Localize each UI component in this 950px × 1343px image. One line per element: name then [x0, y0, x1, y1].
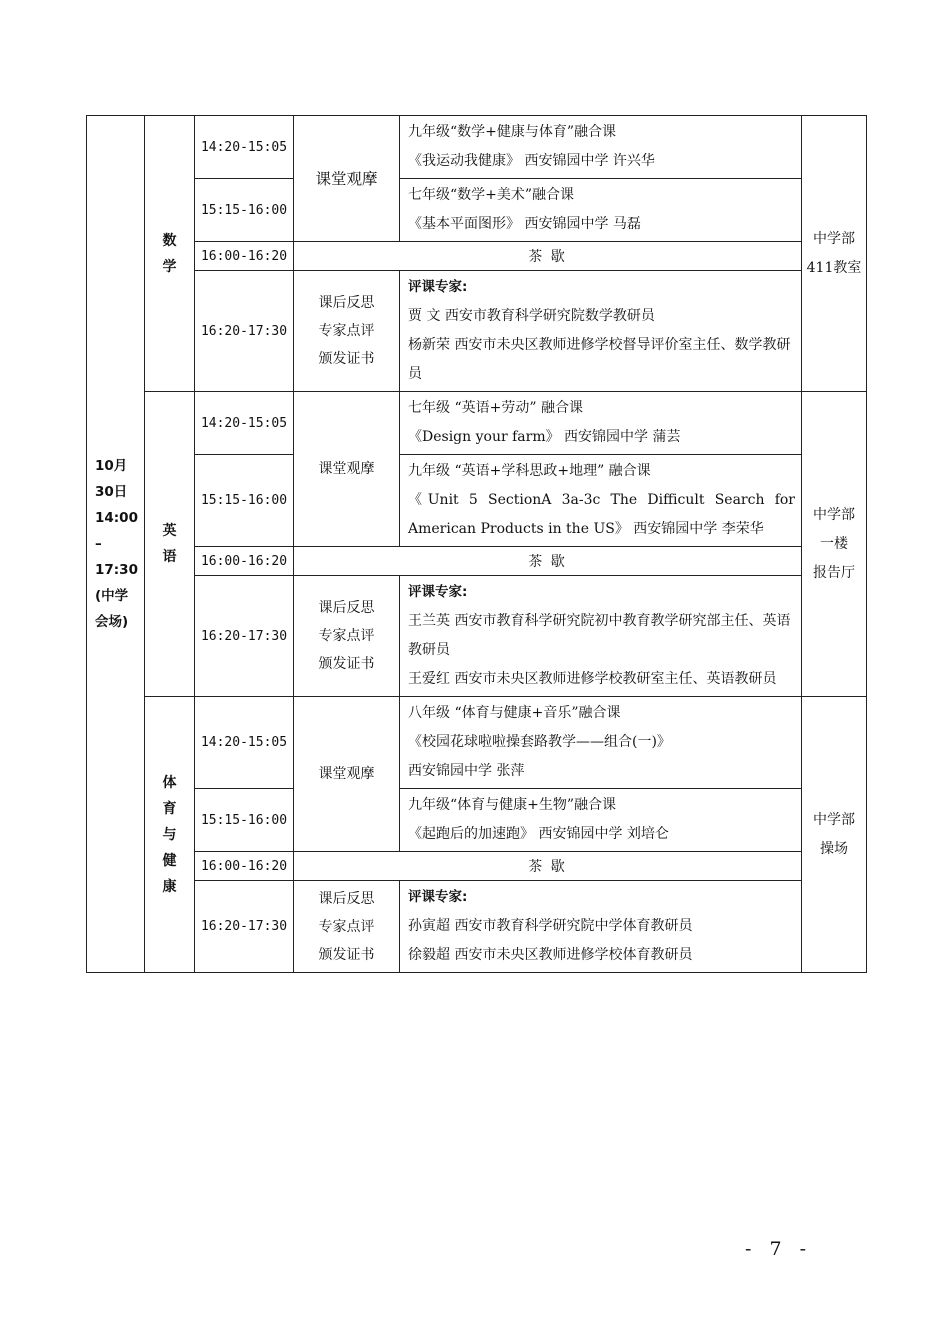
session-time: 15:15-16:00 [195, 455, 294, 547]
break-time: 16:00-16:20 [195, 852, 294, 881]
subject-char: 体 [162, 774, 177, 791]
session-line: 《我运动我健康》 西安锦园中学 许兴华 [408, 153, 655, 169]
review-title: 评课专家: [408, 889, 468, 905]
review-activity-line: 专家点评 [318, 628, 375, 644]
date-dash: – [95, 536, 102, 552]
session-line: 七年级 “英语+劳动” 融合课 [408, 400, 583, 416]
session-line: 八年级 “体育与健康+音乐”融合课 [408, 705, 621, 721]
review-activity-line: 颁发证书 [318, 656, 375, 672]
subject-char: 健 [162, 852, 177, 869]
review-activity-line: 颁发证书 [318, 351, 375, 367]
review-line: 贾 文 西安市教育科学研究院数学教研员 [408, 308, 655, 324]
break-time: 16:00-16:20 [195, 547, 294, 576]
venue-cell [802, 392, 867, 697]
session-time: 15:15-16:00 [195, 789, 294, 852]
date-end: 17:30 [95, 562, 138, 578]
session-line: 九年级 “英语+学科思政+地理” 融合课 [408, 463, 651, 479]
session-content [400, 116, 802, 179]
session-line: 《起跑后的加速跑》 西安锦园中学 刘培仑 [408, 826, 669, 842]
session-line: 九年级“体育与健康+生物”融合课 [408, 797, 617, 813]
venue-line: 中学部 [813, 506, 855, 523]
review-title: 评课专家: [408, 584, 468, 600]
venue-line: 一楼 [820, 535, 848, 552]
review-title: 评课专家: [408, 279, 468, 295]
session-line: 《校园花球啦啦操套路教学——组合(一)》 [408, 734, 671, 750]
date-venue-open: (中学 [95, 588, 129, 604]
session-line: 《Design your farm》 西安锦园中学 蒲芸 [408, 429, 681, 445]
session-line: 九年级“数学+健康与体育”融合课 [408, 124, 617, 140]
subject-pe [145, 697, 195, 973]
activity-observe: 课堂观摩 [294, 116, 400, 242]
review-activity [294, 881, 400, 973]
review-time: 16:20-17:30 [195, 881, 294, 973]
subject-math [145, 116, 195, 392]
tea-break: 茶 歇 [294, 852, 802, 881]
subject-char: 育 [162, 800, 177, 817]
session-line: 西安锦园中学 张萍 [408, 763, 525, 779]
venue-cell [802, 116, 867, 392]
subject-char: 语 [162, 549, 177, 565]
subject-english [145, 392, 195, 697]
date-cell [87, 116, 145, 973]
session-time: 15:15-16:00 [195, 179, 294, 242]
session-content [400, 455, 802, 547]
date-start: 14:00 [95, 510, 138, 526]
session-content [400, 392, 802, 455]
session-time: 14:20-15:05 [195, 697, 294, 789]
break-time: 16:00-16:20 [195, 242, 294, 271]
review-time: 16:20-17:30 [195, 576, 294, 697]
date-venue-close: 会场) [95, 614, 129, 630]
schedule-table [86, 115, 867, 973]
subject-char: 英 [162, 523, 177, 539]
session-content [400, 789, 802, 852]
review-activity [294, 576, 400, 697]
review-line: 王兰英 西安市教育科学研究院初中教育教学研究部主任、英语教研员 [408, 613, 791, 658]
review-activity-line: 颁发证书 [318, 946, 375, 963]
activity-observe: 课堂观摩 [294, 697, 400, 852]
subject-char: 康 [162, 878, 177, 895]
review-content [400, 881, 802, 973]
subject-char: 数 [162, 232, 177, 249]
session-line: 《Unit 5 SectionA 3a-3c The Difficult Search for American Products in the US》 西安锦园中学 李荣华 [408, 492, 795, 537]
tea-break: 茶 歇 [294, 547, 802, 576]
session-time: 14:20-15:05 [195, 116, 294, 179]
review-line: 徐毅超 西安市未央区教师进修学校体育教研员 [408, 947, 693, 963]
venue-line: 411教室 [806, 259, 862, 276]
review-activity-line: 专家点评 [318, 323, 375, 339]
review-line: 孙寅超 西安市教育科学研究院中学体育教研员 [408, 918, 693, 934]
session-line: 《基本平面图形》 西安锦园中学 马磊 [408, 216, 641, 232]
review-activity-line: 专家点评 [318, 918, 375, 935]
session-line: 七年级“数学+美术”融合课 [408, 187, 575, 203]
subject-char: 学 [162, 258, 177, 275]
session-content [400, 179, 802, 242]
subject-char: 与 [162, 826, 177, 843]
review-line: 杨新荣 西安市未央区教师进修学校督导评价室主任、数学教研员 [408, 337, 791, 382]
review-time: 16:20-17:30 [195, 271, 294, 392]
venue-line: 操场 [820, 840, 848, 857]
review-content [400, 576, 802, 697]
review-line: 王爱红 西安市未央区教师进修学校教研室主任、英语教研员 [408, 671, 777, 687]
venue-cell [802, 697, 867, 973]
tea-break: 茶 歇 [294, 242, 802, 271]
venue-line: 中学部 [813, 811, 855, 828]
session-content [400, 697, 802, 789]
review-content [400, 271, 802, 392]
review-activity-line: 课后反思 [318, 600, 375, 616]
date-month-day: 10月 [95, 458, 128, 474]
venue-line: 报告厅 [813, 564, 855, 581]
page-number: - 7 - [745, 1238, 813, 1260]
date-day: 30日 [95, 484, 128, 500]
venue-line: 中学部 [813, 230, 855, 247]
session-time: 14:20-15:05 [195, 392, 294, 455]
review-activity-line: 课后反思 [318, 295, 375, 311]
activity-observe: 课堂观摩 [294, 392, 400, 547]
review-activity [294, 271, 400, 392]
review-activity-line: 课后反思 [318, 890, 375, 907]
